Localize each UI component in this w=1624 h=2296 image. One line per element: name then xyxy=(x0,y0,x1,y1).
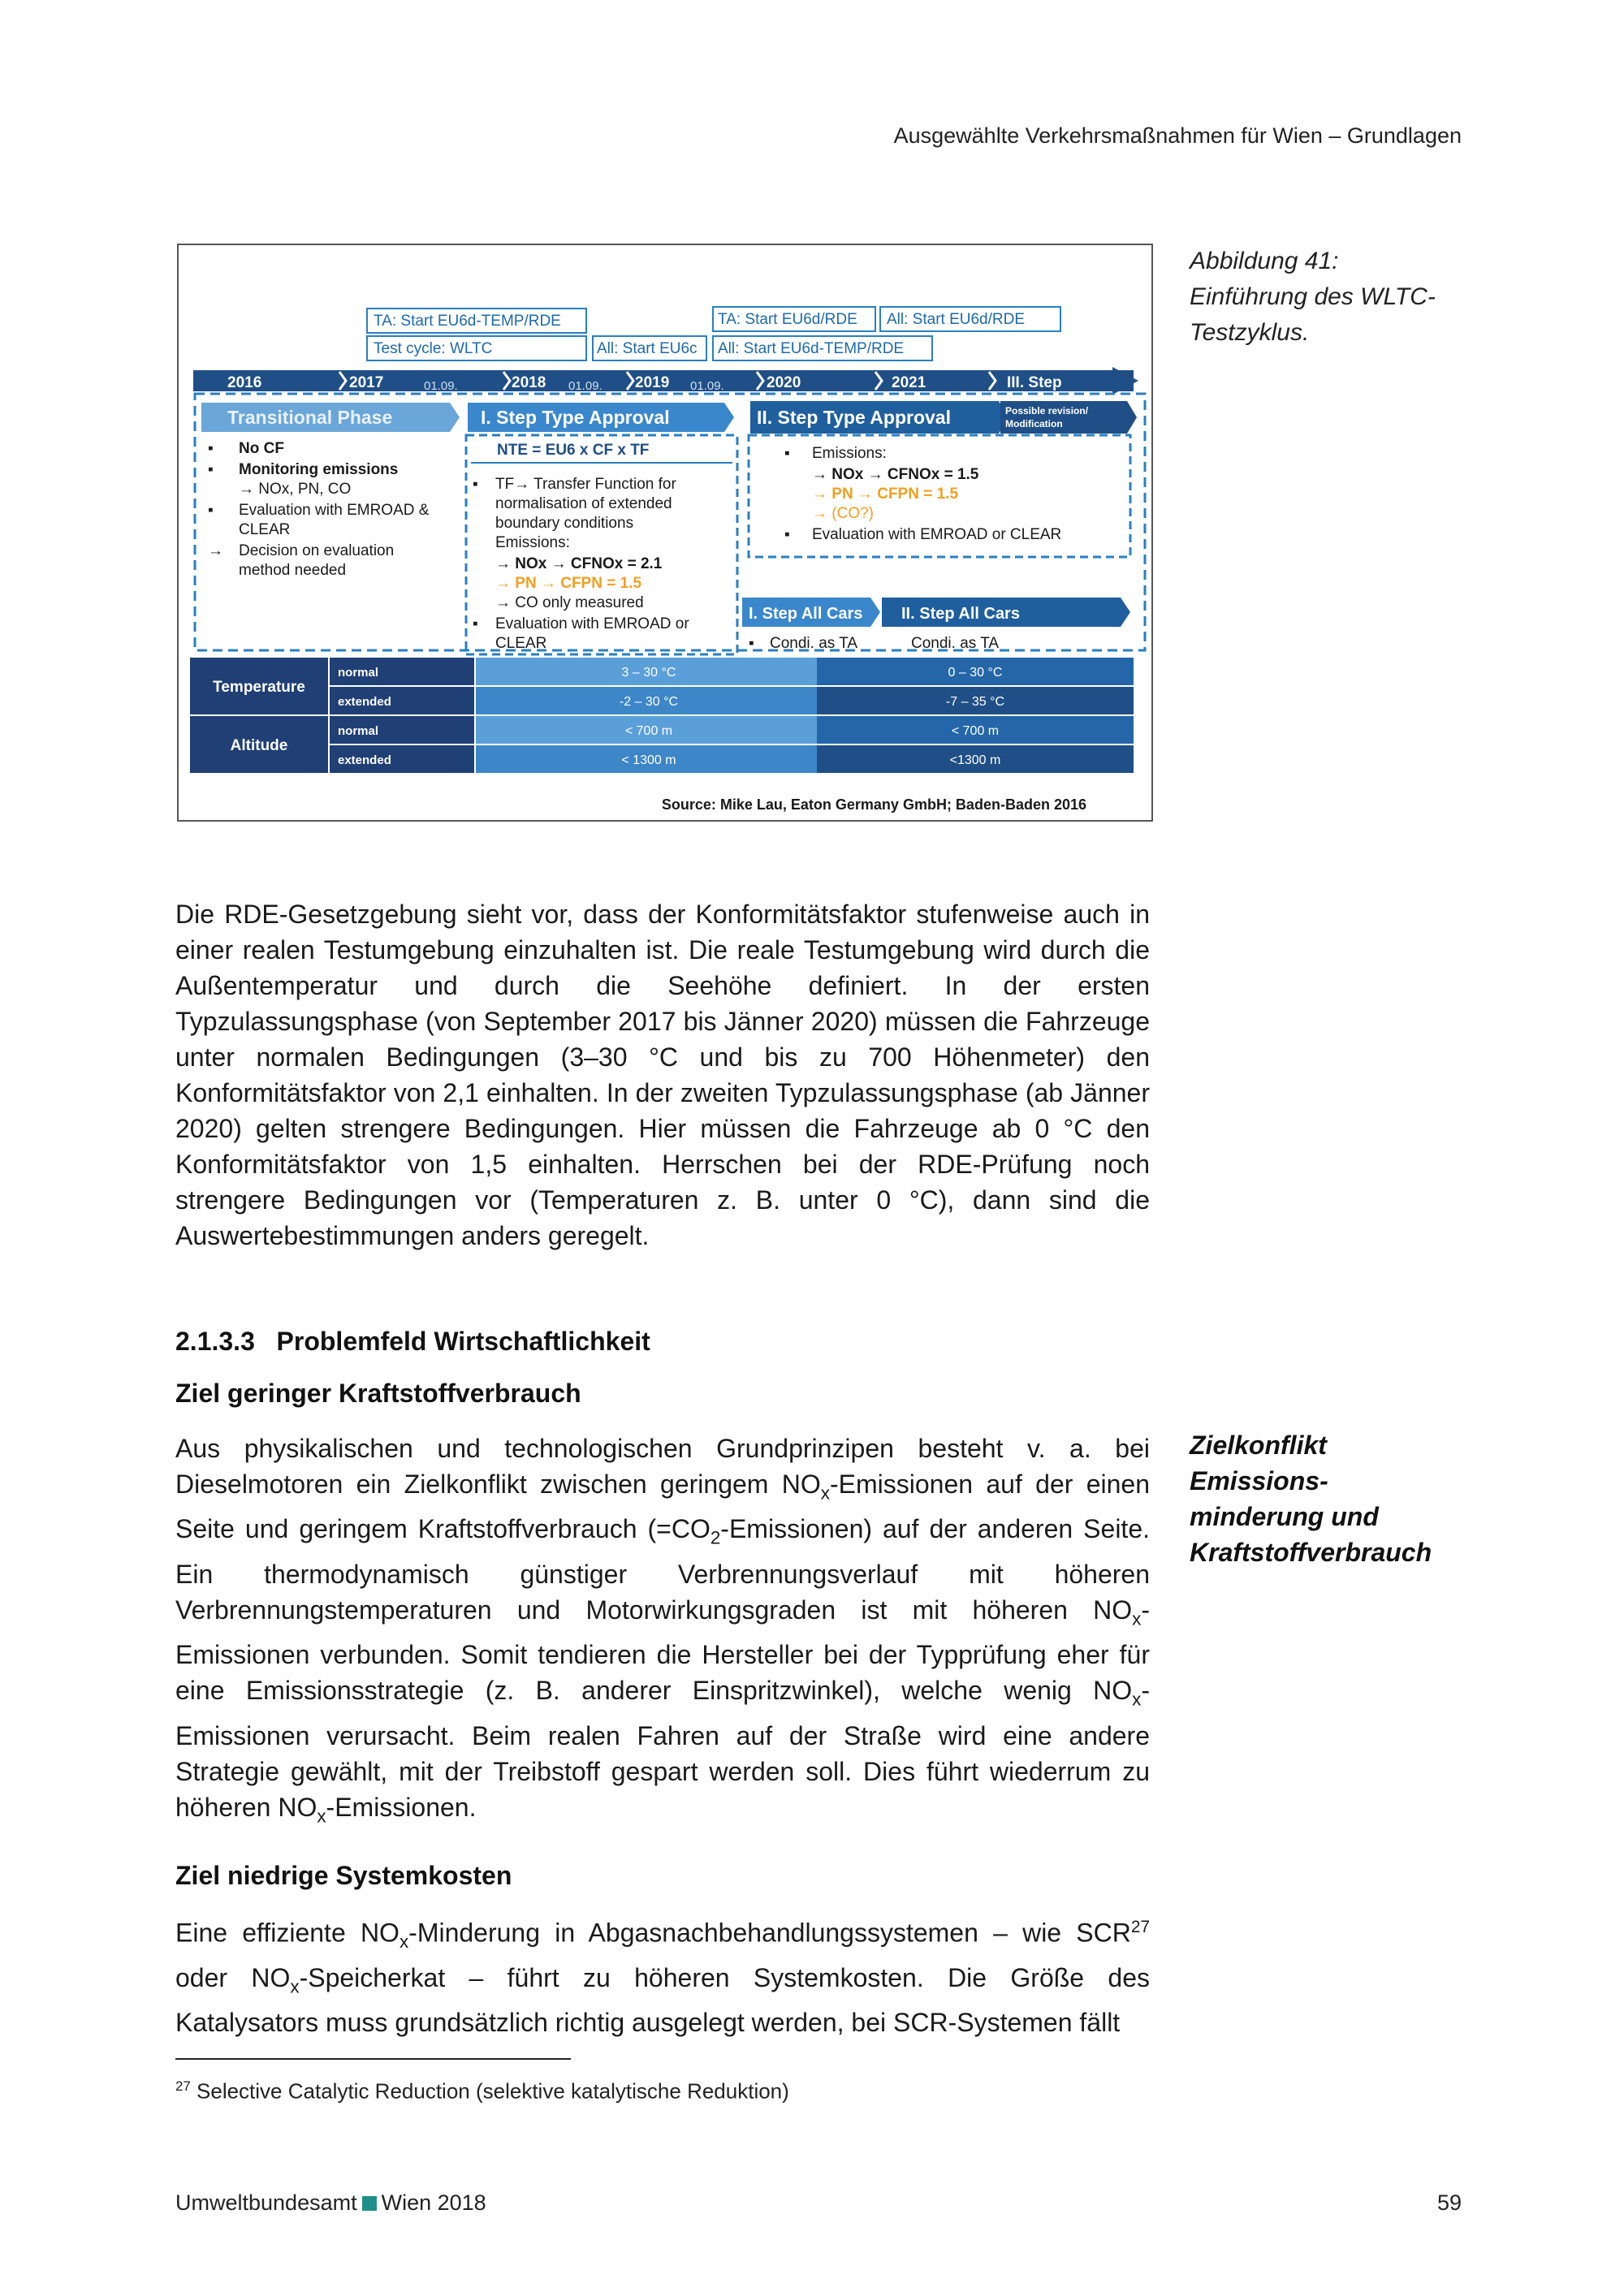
revision-2: Modification xyxy=(1005,418,1063,429)
label-test-cycle: Test cycle: WLTC xyxy=(374,340,493,357)
col2-l7: → CO only measured xyxy=(495,594,644,611)
figure-wltc-timeline xyxy=(177,244,1153,822)
paragraph-rde: Die RDE-Gesetzgebung sieht vor, dass der Konformitätsfaktor stufenweise auch in einer realen Testumgebung einzuhalten ist. Die reale Testumgebung wird durch die Außentemperatur und durch die Seehöhe definiert. In der ersten Typzulassungsphase (von September 2017 bis Jänner 2020) müssen die Fahrzeuge unter normalen Bedingungen (3–30 °C und bis zu 700 Höhenmeter) den Konformitätsfaktor von 2,1 einhalten. In der zweiten Typzulassungsphase (ab Jänner 2020) gelten strengere Bedingungen. Hier müssen die Fahrzeuge ab 0 °C den Konformitätsfaktor von 1,5 einhalten. Herrschen bei der RDE-Prüfung noch strengere Bedingungen vor (Temperaturen z. B. unter 0 °C), dann sind die Auswertebestimmungen anders geregelt. xyxy=(175,900,1150,1250)
date-3: 01.09. xyxy=(690,379,724,393)
year-2018: 2018 xyxy=(512,374,546,391)
year-2019: 2019 xyxy=(635,374,670,391)
subheading-costs: Ziel niedrige Systemkosten xyxy=(175,1861,512,1890)
date-1: 01.09. xyxy=(424,379,458,393)
subheading-fuel: Ziel geringer Kraftstoffverbrauch xyxy=(175,1379,581,1408)
col3-l2: → NOx → CFNOx = 1.5 xyxy=(812,466,979,483)
col1-l2: Monitoring emissions xyxy=(239,461,399,478)
col1-l3: → NOx, PN, CO xyxy=(239,481,352,498)
tbl-t-norm-1: 3 – 30 °C xyxy=(621,666,676,680)
step-3: III. Step xyxy=(1007,374,1062,391)
col3-l4: → (CO?) xyxy=(812,505,874,522)
conditions-table xyxy=(190,658,1134,773)
tbl-t-ext-2: -7 – 35 °C xyxy=(945,695,1005,709)
col3-l5: Evaluation with EMROAD or CLEAR xyxy=(812,526,1062,543)
col2-l1: TF→ Transfer Function for xyxy=(495,476,676,493)
footer-publisher: Umweltbundesamt Wien 2018 xyxy=(175,2190,486,2215)
svg-text:▪: ▪ xyxy=(784,526,790,543)
paragraph-zielkonflikt: Aus physikalischen und technologischen Grundprinzipen besteht v. a. bei Dieselmotoren ein Zielkonflikt zwischen geringem $NO_x$-Emissionen auf der einen Seite und geringem Kraftstoffverbrauch $(=CO_2-Emissionen)$ auf der anderen Seite. Ein thermodynamisch günstiger Verbrennungsverlauf mit höheren Verbrennungstemperaturen und Motorwirkungsgraden ist mit höheren $NO_x$-Emissionen verbunden. Somit tendieren die Hersteller bei der Typprüfung eher für eine Emissionsstrategie (z. B. anderer Einspritzwinkel), welche wenig $NO_x-$ Emissionen verursacht. Beim realen Fahren auf der Straße wird eine andere Strategie gewählt, mit der Treibstoff gespart werden soll. Dies führt wiederrum zu höheren $NO_x$-Emissionen. xyxy=(175,1434,1151,1826)
label-all-eu6d: All: Start EU6d/RDE xyxy=(887,311,1025,328)
col1-l5: CLEAR xyxy=(239,521,291,538)
col2-l2: normalisation of extended xyxy=(495,495,672,512)
tbl-extended-2: extended xyxy=(338,753,391,767)
col2-l3: boundary conditions xyxy=(495,515,634,532)
footnote-rule xyxy=(175,2058,571,2060)
col3-l3: → PN → CFPN = 1.5 xyxy=(812,486,959,503)
tbl-altitude: Altitude xyxy=(230,737,288,754)
marginal-note: Zielkonflikt Emissions- minderung und Kraftstoffverbrauch xyxy=(1190,1431,1432,1567)
svg-text:▪: ▪ xyxy=(749,635,754,652)
figure-source: Source: Mike Lau, Eaton Germany GmbH; Baden-Baden 2016 xyxy=(661,796,1086,813)
tbl-a-ext-1: < 1300 m xyxy=(621,753,676,767)
svg-text:→: → xyxy=(208,542,223,559)
label-ta-temp: TA: Start EU6d-TEMP/RDE xyxy=(374,313,561,330)
tbl-normal-2: normal xyxy=(338,724,379,738)
caption-text: Einführung des WLTC-Testzyklus. xyxy=(1190,283,1436,346)
col1-l1: No CF xyxy=(239,440,284,457)
year-2020: 2020 xyxy=(767,374,801,391)
col2-formula: NTE = EU6 x CF x TF xyxy=(497,442,650,459)
col2-l4: Emissions: xyxy=(495,534,570,551)
col2-l5: → NOx → CFNOx = 2.1 xyxy=(495,555,663,572)
year-2017: 2017 xyxy=(349,374,384,391)
allcars-condi2: Condi. as TA xyxy=(911,635,1000,652)
year-2016: 2016 xyxy=(227,374,262,391)
paragraph-systemkosten: Eine effiziente $NO_x$-Minderung in Abgasnachbehandlungssystemen – wie SCR$^{27}$ oder $NO_x$-Speicherkat – führt zu höheren Systemkosten. Die Größe des Katalysators muss grundsätzlich richtig ausgelegt werden, bei SCR-Systemen fällt xyxy=(175,1918,1151,2038)
col2-l6: → PN → CFPN = 1.5 xyxy=(495,575,642,592)
footnote: $^{27}$ Selective Catalytic Reduction (selektive katalytische Reduktion) xyxy=(175,2078,789,2104)
caption-number: Abbildung 41: xyxy=(1190,248,1339,274)
running-header: Ausgewählte Verkehrsmaßnahmen für Wien – Grundlagen xyxy=(893,123,1462,148)
svg-text:▪: ▪ xyxy=(208,502,214,519)
col1-l4: Evaluation with EMROAD & xyxy=(239,502,430,519)
tbl-normal-1: normal xyxy=(338,666,379,680)
tbl-a-norm-2: < 700 m xyxy=(951,724,1000,738)
figure-caption xyxy=(1190,244,1466,351)
svg-text:▪: ▪ xyxy=(208,440,214,457)
square-separator-icon xyxy=(362,2196,377,2211)
col3-l1: Emissions: xyxy=(812,445,887,462)
tbl-a-ext-2: <1300 m xyxy=(949,753,1001,767)
phase-step2: II. Step Type Approval xyxy=(757,407,951,428)
svg-text:▪: ▪ xyxy=(784,445,790,462)
allcars-step1: I. Step All Cars xyxy=(749,605,863,623)
allcars-condi1: Condi. as TA xyxy=(770,635,858,652)
col2-l9: CLEAR xyxy=(495,635,547,652)
phase-transitional: Transitional Phase xyxy=(227,407,393,428)
label-all-temp: All: Start EU6d-TEMP/RDE xyxy=(718,340,905,357)
tbl-temperature: Temperature xyxy=(213,679,305,696)
footnote-ref[interactable]: 27 xyxy=(1130,1918,1151,1936)
year-2021: 2021 xyxy=(892,374,926,391)
svg-text:▪: ▪ xyxy=(473,615,478,632)
section-heading xyxy=(175,1327,650,1357)
label-all-eu6c: All: Start EU6c xyxy=(597,340,698,357)
revision-1: Possible revision/ xyxy=(1005,405,1089,416)
label-ta-eu6d: TA: Start EU6d/RDE xyxy=(718,311,857,328)
section-title: Problemfeld Wirtschaftlichkeit xyxy=(276,1327,650,1356)
svg-text:▪: ▪ xyxy=(473,476,478,493)
section-number: 2.1.3.3 xyxy=(175,1327,255,1356)
tbl-t-norm-2: 0 – 30 °C xyxy=(948,666,1003,680)
svg-text:▪: ▪ xyxy=(208,461,214,478)
phase-step1: I. Step Type Approval xyxy=(481,407,670,428)
page-number: 59 xyxy=(1436,2190,1462,2215)
col1-l7: method needed xyxy=(239,562,347,579)
tbl-t-ext-1: -2 – 30 °C xyxy=(619,695,679,709)
tbl-extended-1: extended xyxy=(338,695,391,709)
date-2: 01.09. xyxy=(568,379,603,393)
col1-l6: Decision on evaluation xyxy=(239,542,395,559)
allcars-step2: II. Step All Cars xyxy=(901,605,1020,623)
col2-l8: Evaluation with EMROAD or xyxy=(495,615,689,632)
tbl-a-norm-1: < 700 m xyxy=(624,724,673,738)
